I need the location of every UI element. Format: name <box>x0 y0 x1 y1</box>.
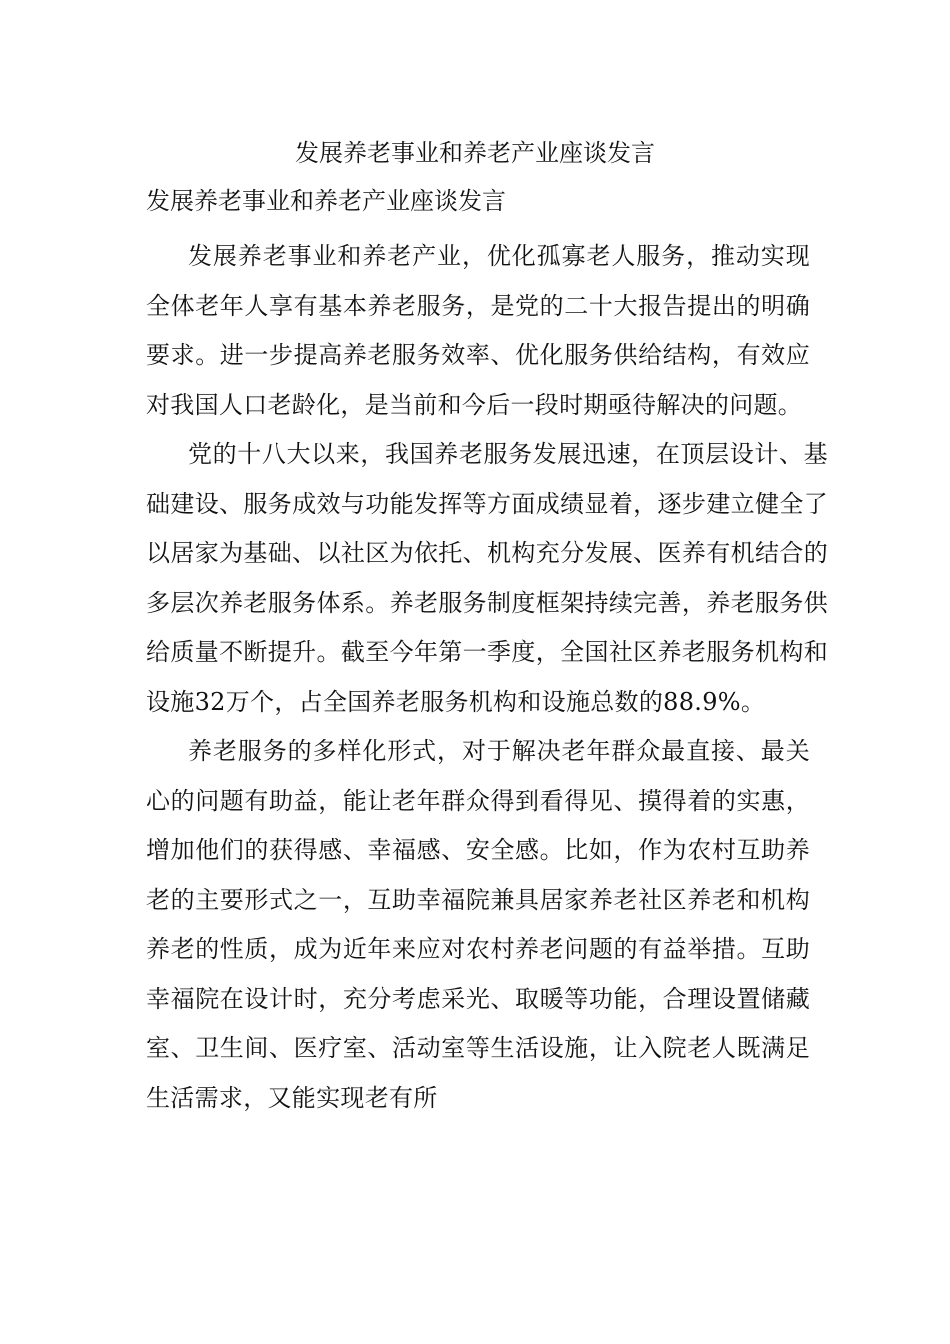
paragraph-2: 党的十八大以来，我国养老服务发展迅速，在顶层设计、基础建设、服务成效与功能发挥等方面成绩显着，逐步建立健全了以居家为基础、以社区为依托、机构充分发展、医养有机结合的多层次养老服务体系。养老服务制度框架持续完善，养老服务供给质量不断提升。截至今年第一季度，全国社区养老服务机构和设施32万个，占全国养老服务机构和设施总数的88.9%。 <box>146 440 828 716</box>
paragraph-3: 养老服务的多样化形式，对于解决老年群众最直接、最关心的问题有助益，能让老年群众得到看得见、摸得着的实惠，增加他们的获得感、幸福感、安全感。比如，作为农村互助养老的主要形式之一，互助幸福院兼具居家养老社区养老和机构养老的性质，成为近年来应对农村养老问题的有益举措。互助幸福院在设计时，充分考虑采光、取暖等功能，合理设置储藏室、卫生间、医疗室、活动室等生活设施，让入院老人既满足生活需求，又能实现老有所 <box>146 737 810 1112</box>
paragraph-1: 发展养老事业和养老产业，优化孤寡老人服务，推动实现全体老年人享有基本养老服务，是党的二十大报告提出的明确要求。进一步提高养老服务效率、优化服务供给结构，有效应对我国人口老龄化，是当前和今后一段时期亟待解决的问题。 <box>146 242 810 419</box>
document-title: 发展养老事业和养老产业座谈发言 <box>295 139 655 167</box>
document-subtitle: 发展养老事业和养老产业座谈发言 <box>146 187 506 215</box>
document-body <box>146 232 828 1123</box>
